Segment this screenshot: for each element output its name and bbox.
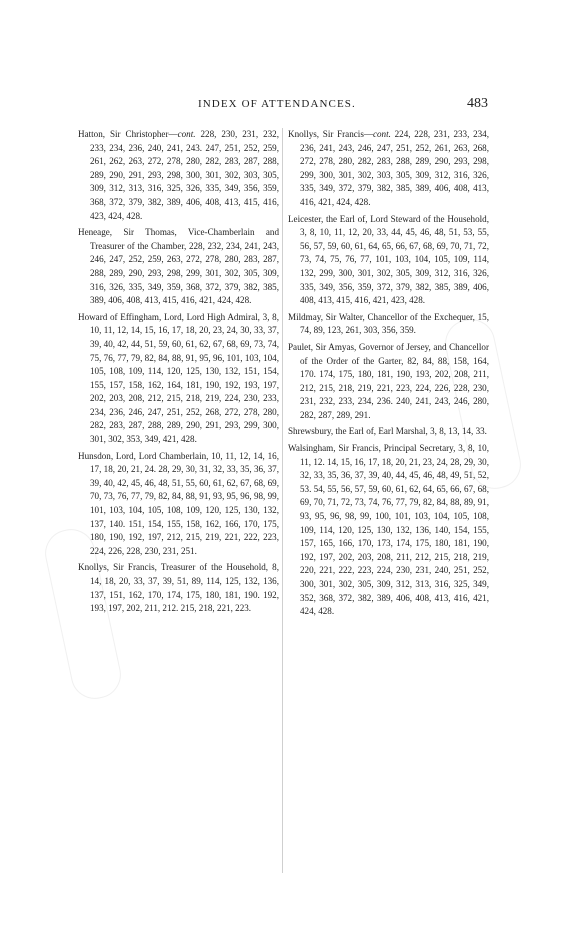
column-divider xyxy=(282,128,283,873)
entry-name: Leicester, the Earl of, Lord Steward of the Household, xyxy=(288,213,489,224)
entry-page-numbers: 15, 74, 89, 123, 261, 303, 356, 359. xyxy=(300,311,489,336)
entry-continued: cont. xyxy=(372,129,391,139)
entry-name: Knollys, Sir Francis— xyxy=(288,129,373,139)
page-number: 483 xyxy=(467,96,488,111)
entry-name: Hunsdon, Lord, Lord Chamberlain, xyxy=(78,450,209,461)
index-column-right xyxy=(288,128,492,622)
index-entry xyxy=(288,425,489,439)
entry-page-numbers: 3, 8, 13, 14, 33. xyxy=(430,426,487,437)
entry-page-numbers: 228, 232, 234, 241, 243, 246, 247, 252, 259, 263, 272, 278, 280, 283, 287, 288, 289, 290, 293, 298, 299, 301, 302, 305, 309, 316, 326, 335, 349, 359, 368, 372, 379, 382, 385, 389, 406, 408, 413, 415, 416, 421, 424, 428. xyxy=(90,240,279,306)
index-entry xyxy=(78,311,279,447)
entry-name: Knollys, Sir Francis, Treasurer of the Household, xyxy=(78,562,269,573)
index-entry xyxy=(288,442,489,619)
entry-name: Mildmay, Sir Walter, Chancellor of the Exchequer, xyxy=(288,311,475,322)
index-entry xyxy=(288,311,489,338)
entry-name: Paulet, Sir Amyas, Governor of Jersey, and Chancellor of the Order of the Garter, xyxy=(288,341,492,366)
index-entry xyxy=(78,561,279,615)
entry-page-numbers: 3, 8, 10, 11, 12. 14, 15, 16, 17, 18, 20, 21, 23, 24, 28, 29, 30, 32, 33, 35, 36, 37, 39, 40, 44, 45, 46, 48, 49, 51, 52, 53. 54, 55, 56, 57, 59, 60, 61, 62, 64, 65, 66, 67, 68, 69, 70, 71, 72, 73, 74, 76, 77, 79, 82, 84, 88, 89, 91, 93, 95, 96, 98, 99, 100, 101, 103, 104, 105, 108, 109, 114, 120, 125, 130, 132, 136, 140, 154, 155, 157, 165, 166, 170, 173, 174, 175, 180, 181, 190, 192, 197, 202, 203, 208, 211, 212, 215, 218, 219, 220, 221, 222, 223, 224, 230, 231, 240, 251, 252, 300, 301, 302, 305, 309, 312, 313, 316, 325, 349, 352, 368, 372, 382, 389, 406, 408, 413, 416, 421, 424, 428. xyxy=(300,443,489,617)
entry-continued: cont. xyxy=(177,129,196,139)
entry-page-numbers: 3, 8, 10, 11, 12, 20, 33, 44, 45, 46, 48, 51, 53, 55, 56, 57, 59, 60, 61, 64, 65, 66, 67, 68, 69, 70, 71, 72, 73, 74, 75, 76, 77, 101, 103, 104, 105, 109, 114, 132, 299, 300, 301, 302, 305, 309, 312, 316, 326, 335, 349, 356, 359, 372, 379, 382, 385, 389, 406, 408, 413, 415, 416, 421, 423, 428. xyxy=(300,227,489,306)
entry-name: Heneage, Sir Thomas, Vice-Chamberlain and Treasurer of the Chamber, xyxy=(78,227,282,251)
index-entry xyxy=(78,226,282,308)
index-entry xyxy=(288,213,489,308)
entry-name: Hatton, Sir Christopher— xyxy=(78,129,178,139)
running-title: INDEX OF ATTENDANCES. xyxy=(198,98,356,110)
index-entry xyxy=(78,450,279,559)
entry-page-numbers: 228, 230, 231, 232, 233, 234, 236, 240, 241, 243. 247, 251, 252, 259, 261, 262, 263, 272, 278, 280, 282, 283, 287, 288, 289, 290, 291, 293, 298, 300, 301, 302, 303, 305, 309, 312, 313, 316, 325, 326, 335, 349, 356, 359, 368, 372, 379, 382, 389, 406, 408, 413, 415, 416, 423, 424, 428. xyxy=(90,129,279,221)
page-header xyxy=(0,98,567,116)
index-column-left xyxy=(78,128,282,619)
entry-page-numbers: 82, 84, 88, 158, 164, 170. 174, 175, 180, 181, 190, 193, 202, 208, 211, 212, 215, 218, 219, 221, 223, 224, 226, 228, 230, 231, 232, 233, 234, 236. 240, 241, 243, 246, 280, 282, 287, 289, 291. xyxy=(300,355,489,420)
index-entry xyxy=(78,128,279,223)
entry-page-numbers: 224, 228, 231, 233, 234, 236, 241, 243, 246, 247, 251, 252, 261, 263, 268, 272, 278, 280, 282, 283, 288, 289, 290, 293, 298, 299, 300, 301, 302, 303, 305, 309, 312, 316, 326, 335, 349, 372, 379, 382, 385, 389, 406, 408, 413, 416, 421, 424, 428. xyxy=(300,129,489,207)
entry-page-numbers: 8, 14, 18, 20, 33, 37, 39, 51, 89, 114, 125, 132, 136, 137, 151, 162, 170, 174, 175, 180, 181, 190. 192, 193, 197, 202, 211, 212. 215, 218, 221, 223. xyxy=(90,562,279,614)
entry-name: Walsingham, Sir Francis, Principal Secretary, xyxy=(288,443,456,454)
index-entry xyxy=(288,128,489,210)
entry-page-numbers: 10, 11, 12, 14, 16, 17, 18, 20, 21, 24. 28, 29, 30, 31, 32, 33, 35, 36, 37, 39, 40, 42, 45, 46, 48, 51, 55, 60, 61, 62, 67, 68, 69, 70, 73, 76, 77, 79, 82, 84, 88, 91, 93, 95, 96, 98, 99, 101, 103, 104, 105, 108, 109, 120, 125, 130, 132, 137, 140. 151, 154, 155, 158, 162, 166, 170, 175, 180, 190, 192, 197, 212, 215, 219, 221, 222, 223, 224, 226, 228, 230, 231, 251. xyxy=(90,450,279,556)
entry-name: Howard of Effingham, Lord, Lord High Admiral, xyxy=(78,311,260,322)
entry-page-numbers: 3, 8, 10, 11, 12, 14, 15, 16, 17, 18, 20, 23, 24, 30, 33, 37, 39, 40, 42, 44, 51, 59, 60, 61, 62, 67, 68, 69, 73, 74, 75, 76, 77, 79, 82, 84, 88, 91, 95, 96, 101, 103, 104, 105, 108, 109, 114, 120, 125, 130, 132, 151, 154, 155, 157, 158, 162, 164, 181, 190, 192, 193, 197, 202, 203, 208, 212, 215, 218, 219, 224, 230, 233, 234, 236, 246, 247, 251, 252, 268, 272, 278, 280, 282, 283, 287, 288, 289, 290, 291, 293, 299, 300, 301, 302, 353, 349, 421, 428. xyxy=(90,311,279,445)
entry-name: Shrewsbury, the Earl of, Earl Marshal, xyxy=(288,426,428,437)
index-entry xyxy=(288,341,492,423)
